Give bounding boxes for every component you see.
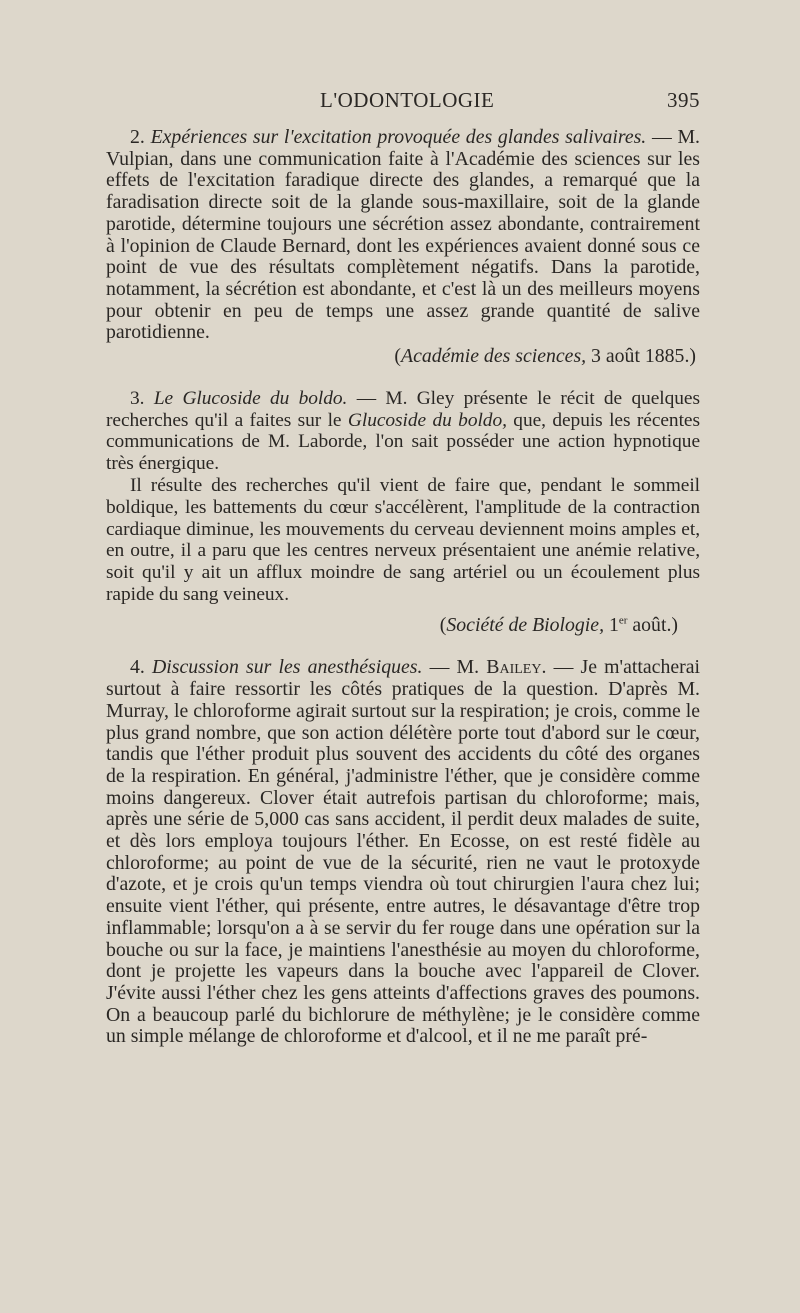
section-3-source-sup: er <box>618 614 628 627</box>
section-3-title: Le Glucoside du boldo. <box>153 387 348 409</box>
section-2-title: Expériences sur l'excitation provoquée des glandes salivaires. <box>150 126 647 148</box>
section-2-source-name: Académie des sciences, <box>401 345 587 368</box>
section-4-title: Discussion sur les anesthésiques. <box>152 656 423 679</box>
section-4-number: 4. <box>130 656 145 679</box>
section-3 <box>106 388 700 606</box>
section-2-source-date: 3 août 1885. <box>591 345 690 368</box>
section-3-paragraph-2: Il résulte des recherches qu'il vient de faire que, pendant le sommeil boldique, les battements du cœur s'accélèrent, l'amplitude de la contraction cardiaque diminue, les mouvements du cerveau deviennent moins amples et, en outre, il a paru que les centres nerveux présentaient une anémie relative, soit qu'il y ait un afflux moindre de sang artériel ou un écoulement plus rapide du sang veineux. <box>106 474 700 605</box>
section-3-source: (Société de Biologie, 1er août.) <box>439 613 678 636</box>
body-text <box>106 127 700 1048</box>
section-4-paragraph <box>106 657 700 1048</box>
section-3-title-inline: Glucoside du boldo, <box>347 409 507 431</box>
section-2-source: (Académie des sciences, 3 août 1885.) <box>394 345 696 368</box>
section-2-paragraph <box>106 127 700 344</box>
section-3-number: 3. <box>130 387 145 409</box>
section-3-text-2: que, depuis les récentes communications de M. Laborde, l'on sait posséder une action hypnotique très énergique. <box>106 409 700 475</box>
section-3-paragraph-1 <box>106 388 700 475</box>
section-2-number: 2. <box>130 126 145 148</box>
section-3-text-1: — M. Gley présente le récit de quelques recherches qu'il a faites sur le <box>106 387 700 431</box>
running-header <box>106 86 700 116</box>
section-4-author: — M. Bailey. <box>429 656 547 679</box>
page-number: 395 <box>667 88 700 112</box>
journal-title: L'ODONTOLOGIE <box>320 88 495 112</box>
section-3-source-name: Société de Biologie, <box>446 613 605 636</box>
section-2-text: — M. Vulpian, dans une communication faite à l'Académie des sciences sur les effets de l'excitation faradique directe des glandes, a remarqué que la faradisation directe soit de la glande sous-maxillaire, soit de la glande parotide, détermine toujours une sécrétion assez abondante, contrairement à l'opinion de Claude Bernard, dont les expériences avaient donné sous ce point de vue des résultats complètement négatifs. Dans la parotide, notamment, la sécrétion est abondante, et c'est là un des meilleurs moyens pour obtenir en peu de temps une assez grande quantité de salive parotidienne. <box>106 126 701 344</box>
section-3-source-day: 1 <box>609 613 619 636</box>
section-4-text: — Je m'attacherai surtout à faire ressortir les côtés pratiques de la question. D'après M. Murray, le chloroforme agirait surtout sur la respiration; je crois, comme le plus grand nombre, que son action délétère porte tout d'abord sur le cœur, tandis que l'éther produit plus souvent des accidents du côté des organes de la respiration. En général, j'administre l'éther, que je considère comme moins dangereux. Clover était autrefois partisan du chloroforme; mais, après une série de 5,000 cas sans accident, il perdit deux malades de suite, et dès lors employa toujours l'éther. En Ecosse, on est resté fidèle au chloroforme; au point de vue de la sécurité, rien ne vaut le protoxyde d'azote, et je crois qu'un temps viendra où tout chirurgien l'aura chez lui; ensuite vient l'éther, qui présente, entre autres, le désavantage d'être trop inflammable; lorsqu'on a à se servir du fer rouge dans une opération sur la bouche ou sur la face, je maintiens l'anesthésie au moyen du chloroforme, dont je projette les vapeurs dans la bouche avec l'appareil de Clover. J'évite aussi l'éther chez les gens atteints d'affections graves des poumons. On a beaucoup parlé du bichlorure de méthylène; je le considère comme un simple mélange de chloroforme et d'alcool, et il ne me paraît pré- <box>106 656 700 1048</box>
section-3-source-month: août. <box>632 613 672 636</box>
